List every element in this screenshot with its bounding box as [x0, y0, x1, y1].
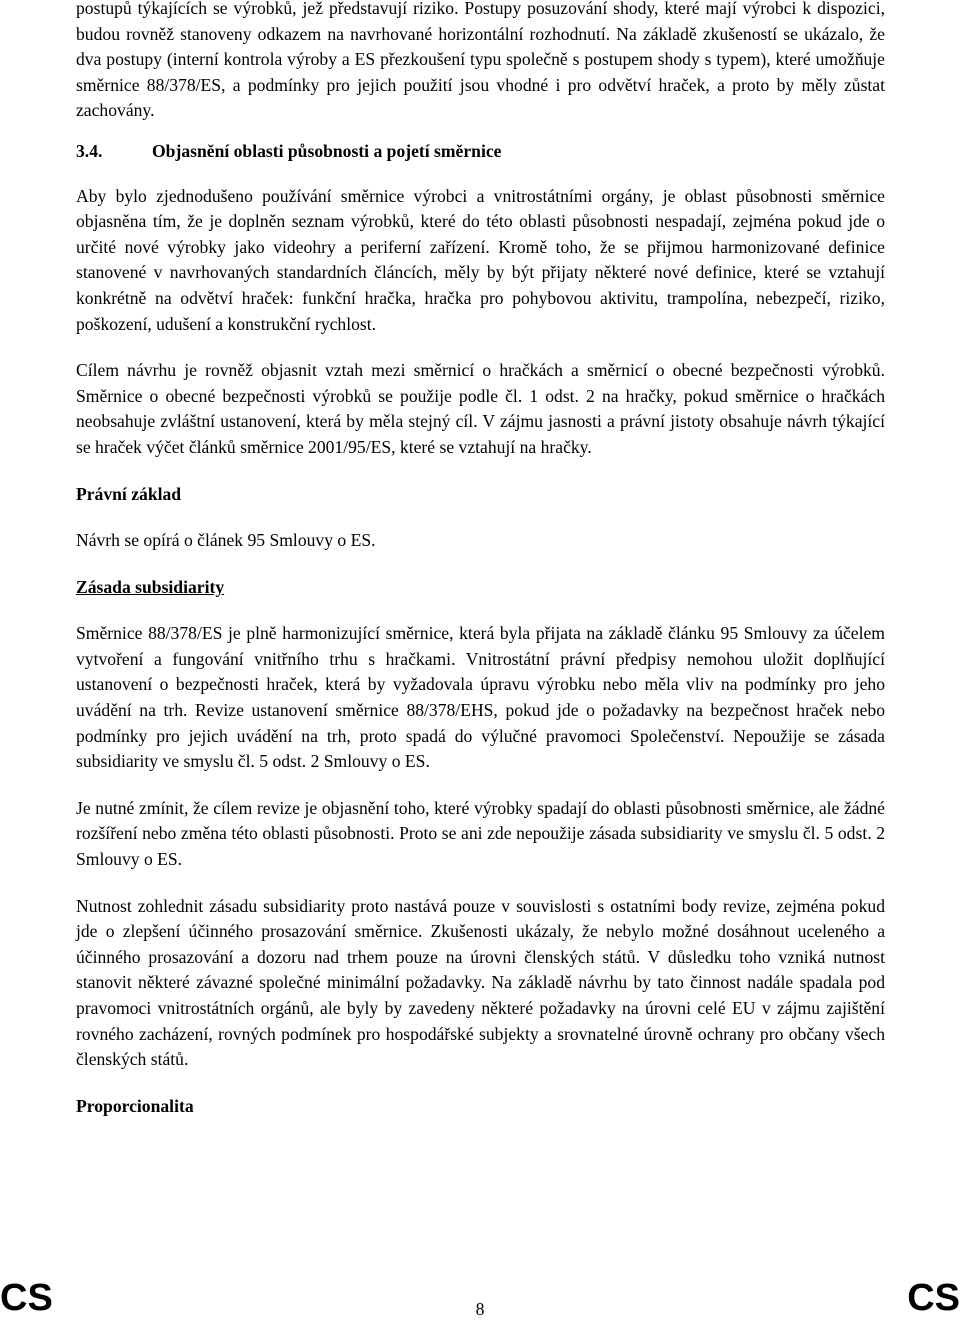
footer-language-left: CS — [0, 1277, 53, 1319]
intro-paragraph: postupů týkajících se výrobků, jež představují riziko. Postupy posuzování shody, které mají výrobci k dispozici, budou rovněž stanoveny odkazem na navrhované horizontální rozhodnutí. Na základě zkušeností se ukázalo, že dva postupy (interní kontrola výroby a ES přezkoušení typu společně s postupem shody s typem), které umožňuje směrnice 88/378/ES, a podmínky pro jejich použití jsou vhodné i pro odvětví hraček, a proto by měly zůstat zachovány. — [76, 0, 885, 121]
section-3-4-heading — [76, 139, 885, 165]
subsidiarity-paragraph-3: Nutnost zohlednit zásadu subsidiarity proto nastává pouze v souvislosti s ostatními body revize, zejména pokud jde o zlepšení účinného prosazování směrnice. Zkušenosti ukázaly, že nebylo možné dosáhnout uceleného a účinného prosazování a dozoru nad trhem pouze na úrovni členských států. V důsledku toho vzniká nutnost stanovit některé závazné společné minimální požadavky. Na základě návrhu by tato činnost nadále spadala pod pravomoci vnitrostátních orgánů, ale byly by zavedeny některé požadavky na úrovni celé EU v zájmu zajištění rovného zacházení, rovných podmínek pro hospodářské subjekty a srovnatelné úrovně ochrany pro občany všech členských států. — [76, 895, 885, 1070]
scope-paragraph-2: Cílem návrhu je rovněž objasnit vztah mezi směrnicí o hračkách a směrnicí o obecné bezpečnosti výrobků. Směrnice o obecné bezpečnosti výrobků se použije podle čl. 1 odst. 2 na hračky, pokud směrnice o hračkách neobsahuje zvláštní ustanovení, která by měla stejný cíl. V zájmu jasnosti a právní jistoty obsahuje návrh týkající se hraček výčet článků směrnice 2001/95/ES, které se vztahují na hračky. — [76, 360, 885, 457]
document-page — [76, 0, 885, 1119]
proportionality-heading: Proporcionalita — [76, 1095, 194, 1116]
subsidiarity-paragraph-1: Směrnice 88/378/ES je plně harmonizující směrnice, která byla přijata na základě článku 95 Smlouvy za účelem vytvoření a fungování vnitřního trhu s hračkami. Vnitrostátní právní předpisy nemohou uložit doplňující ustanovení o bezpečnosti hraček, která by vyžadovala úpravu výrobku nebo měla vliv na podmínky pro jeho uvádění na trh. Revize ustanovení směrnice 88/378/EHS, pokud jde o požadavky na bezpečnost hraček nebo podmínky pro jejich uvádění na trh, proto spadá do výlučné pravomoci Společenství. Nepoužije se zásada subsidiarity ve smyslu čl. 5 odst. 2 Smlouvy o ES. — [76, 623, 885, 772]
subsidiarity-heading: Zásada subsidiarity — [76, 576, 225, 597]
page-number: 8 — [475, 1299, 485, 1319]
section-title: Objasnění oblasti působnosti a pojetí směrnice — [152, 140, 502, 161]
section-number: 3.4. — [76, 140, 103, 161]
subsidiarity-paragraph-2: Je nutné zmínit, že cílem revize je objasnění toho, které výrobky spadají do oblasti působnosti směrnice, ale žádné rozšíření nebo změna této oblasti působnosti. Proto se ani zde nepoužije zásada subsidiarity ve smyslu čl. 5 odst. 2 Smlouvy o ES. — [76, 797, 885, 870]
legal-basis-heading: Právní základ — [76, 483, 182, 504]
footer-language-right: CS — [907, 1277, 960, 1319]
scope-paragraph-1: Aby bylo zjednodušeno používání směrnice výrobci a vnitrostátními orgány, je oblast působnosti směrnice objasněna tím, že je doplněn seznam výrobků, které do této oblasti působnosti nespadají, zejména pokud jde o určité nové výrobky jako videohry a periferní zařízení. Kromě toho, že se přijmou harmonizované definice stanovené v navrhovaných standardních článcích, měly by být přijaty některé nové definice, které se vztahují konkrétně na odvětví hraček: funkční hračka, hračka pro pohybovou aktivitu, trampolína, nebezpečí, riziko, poškození, udušení a konstrukční rychlost. — [76, 185, 885, 334]
legal-basis-text: Návrh se opírá o článek 95 Smlouvy o ES. — [76, 530, 376, 551]
